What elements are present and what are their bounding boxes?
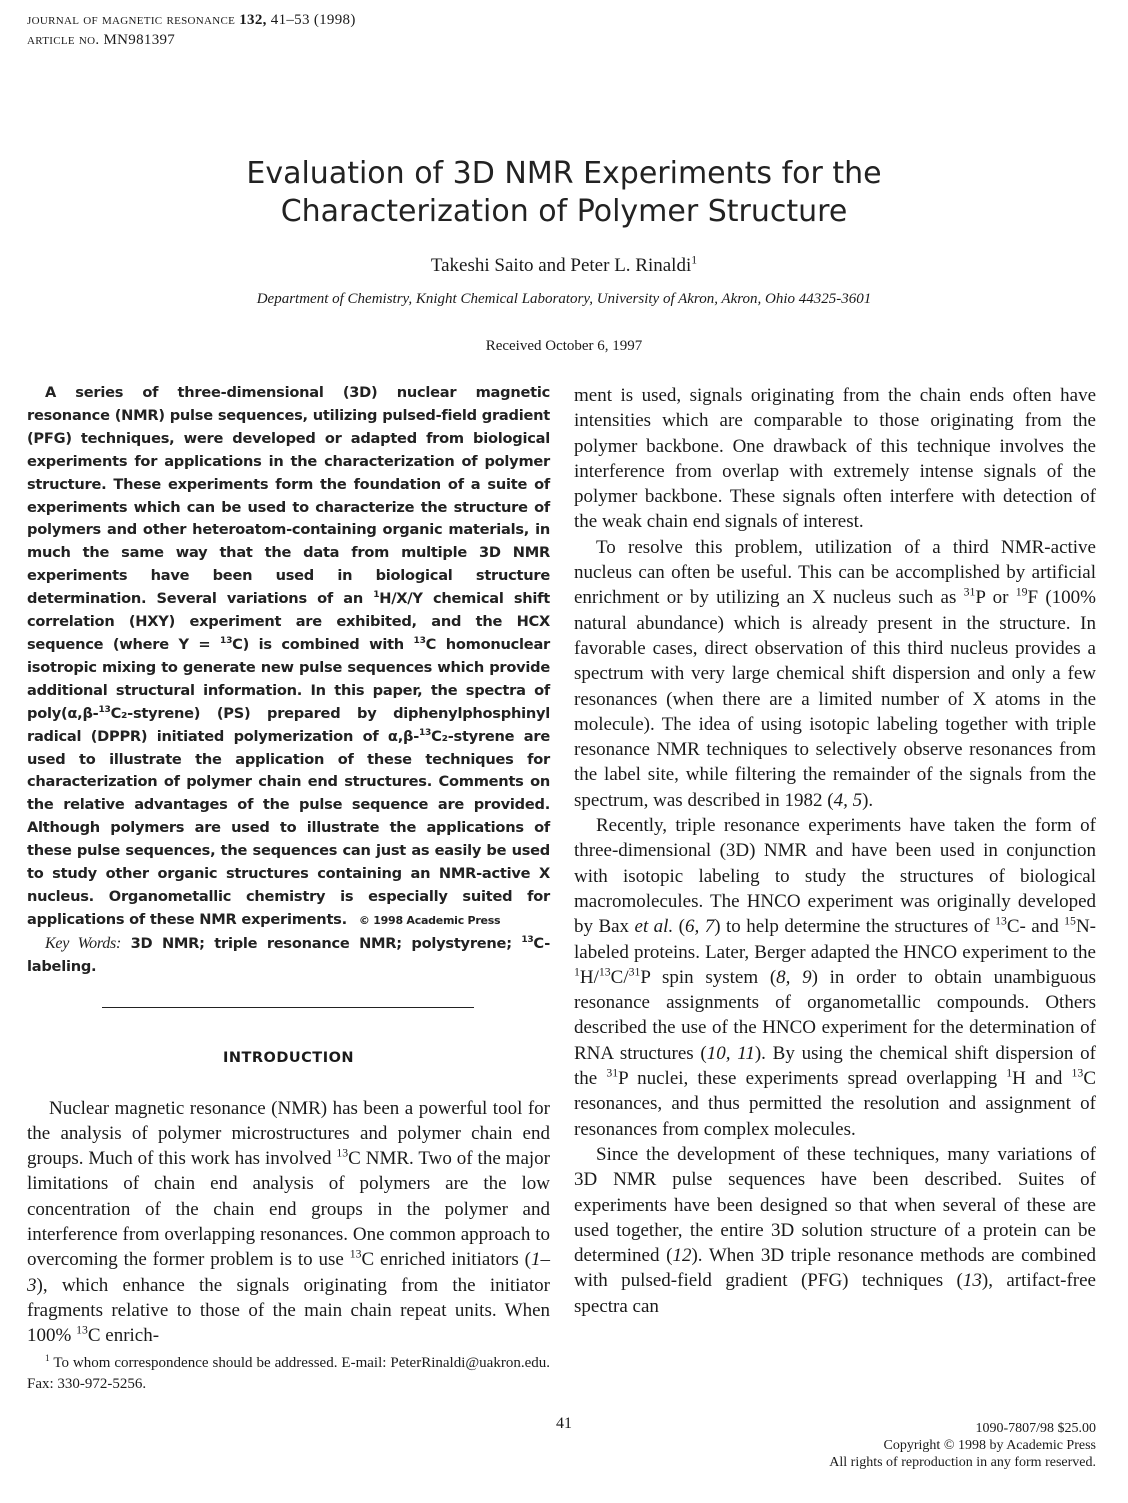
paragraph: To resolve this problem, utilization of a third NMR-active nucleus can often be useful. This can be accomplished by artificial enrichment or by utilizing an X nucleus such as $^{31}$P or $^{19}$F (100% natural abundance) which is already present in the structure. In favorable cases, direct observation of this third nucleus provides a spectrum with very large chemical shift dispersion and only a few resonances (when there are a limited number of X atoms in the molecule). The idea of using isotopic labeling together with triple resonance NMR techniques to selectively observe resonances from the label site, while filtering the remainder of the signals from the spectrum, was described in 1982 (4, 5). (574, 536, 1096, 811)
received-date: Received October 6, 1997 (485, 338, 643, 354)
journal-citation (27, 10, 356, 30)
left-column (27, 382, 550, 1349)
key-words-label: Key Words: (45, 934, 122, 952)
article-label: article no. (27, 32, 100, 48)
abstract-copyright: © 1998 Academic Press (358, 913, 501, 927)
paragraph: Recently, triple resonance experiments have taken the form of three-dimensional (3D) NMR and have been used in conjunction with isotopic labeling to study the structures of biological macromolecules. The HNCO experiment was originally developed by Bax et al. (6, 7) to help determine the structures of $^{13}$C- and $^{15}$N-labeled proteins. Later, Berger adapted the HNCO experiment to the $^1$H/$^{13}$C/$^{31}$P spin system (8, 9) in order to obtain unambiguous resonance assignments of organometallic compounds. Others described the use of the HNCO experiment for the determination of RNA structures (10, 11). By using the chemical shift dispersion of the $^{31}$P nuclei, these experiments spread overlapping $^1$H and $^{13}$C resonances, and thus permitted the resolution and assignment of resonances from complex molecules. (574, 815, 1097, 1140)
journal-volume: 132, (239, 12, 267, 28)
reference: 6, 7 (685, 916, 715, 938)
reference: 8, 9 (776, 966, 812, 988)
abstract (27, 382, 550, 979)
right-column (574, 383, 1096, 1319)
journal-pages: 41–53 (270, 12, 310, 28)
abstract-text: A series of three-dimensional (3D) nuclear magnetic resonance (NMR) pulse sequences, utilizing pulsed-field gradient (PFG) techniques, were developed or adapted from biological experiments for applications in the characterization of polymer structure. These experiments form the foundation of a suite of experiments which can be used to characterize the structure of polymers and other heteroatom-containing organic materials, in much the same way that the data from multiple 3D NMR experiments have been used in biological structure determination. Several variations of an $^1$H/X/Y chemical shift correlation (HXY) experiment are exhibited, and the HCX sequence (where Y = $^{13}$C) is combined with $^{13}$C homonuclear isotropic mixing to generate new pulse sequences which provide additional structural information. In this paper, the spectra of poly(α,β-$^{13}$C₂-styrene) (PS) prepared by diphenylphosphinyl radical (DPPR) initiated polymerization of α,β-$^{13}$C₂-styrene are used to illustrate the application of these techniques for characterization of polymer chain end structures. Comments on the relative advantages of the pulse sequence are provided. Although polymers are used to illustrate the applications of these pulse sequences, the sequences can just as easily be used to study other organic structures containing an NMR-active X nucleus. Organometallic chemistry is especially suited for applications of these NMR experiments. © 1998 Academic Press (27, 384, 551, 928)
author-names: Takeshi Saito and Peter L. Rinaldi (430, 255, 692, 276)
paragraph: Nuclear magnetic resonance (NMR) has been a powerful tool for the analysis of polymer microstructures and polymer chain end groups. Much of this work has involved $^{13}$C NMR. Two of the major limitations of chain end analysis of polymers are the low concentration of the chain end groups in the polymer and interference from overlapping resonances. One common approach to overcoming the former problem is to use $^{13}$C enriched initiators (1–3), which enhance the signals originating from the initiator fragments relative to those of the main chain repeat units. When 100% $^{13}$C enrich- (27, 1097, 550, 1347)
affiliation: Department of Chemistry, Knight Chemical Laboratory, University of Akron, Akron, Ohio 44325-3601 (256, 291, 872, 307)
page-number: 41 (556, 1415, 572, 1432)
author-footnote-mark: 1 (691, 253, 698, 267)
paragraph: ment is used, signals originating from the chain ends often have intensities which are comparable to those originating from the polymer backbone. One drawback of this technique involves the interference from overlap with extremely intense signals of the polymer backbone. These signals often interfere with detection of the weak chain end signals of interest. (574, 385, 1096, 533)
paragraph: Since the development of these techniques, many variations of 3D NMR pulse sequences have been described. Suites of experiments have been designed so that when several of these are used together, the entire 3D solution structure of a protein can be determined (12). When 3D triple resonance methods are combined with pulsed-field gradient (PFG) techniques (13), artifact-free spectra can (574, 1143, 1097, 1317)
copyright-line: Copyright © 1998 by Academic Press (883, 1438, 1096, 1453)
title-line-2: Characterization of Polymer Structure (280, 194, 848, 229)
key-words: Key Words: 3D NMR; triple resonance NMR; polystyrene; $^{13}$C-labeling. (27, 934, 551, 975)
article-id: MN981397 (103, 32, 176, 48)
rights-reserved: All rights of reproduction in any form reserved. (829, 1455, 1096, 1470)
body-text (574, 383, 1096, 1319)
paper-title (0, 155, 1128, 231)
reference: 4, 5 (833, 789, 863, 811)
introduction-text (27, 1096, 550, 1349)
footnote (27, 1353, 550, 1395)
reference: 13 (962, 1270, 982, 1292)
authors (0, 255, 1128, 277)
copyright-notice (829, 1420, 1096, 1471)
journal-header (27, 10, 356, 50)
article-number (27, 30, 356, 50)
title-line-1: Evaluation of 3D NMR Experiments for the (246, 156, 882, 191)
footnote-text: $^1$ To whom correspondence should be addressed. E-mail: PeterRinaldi@uakron.edu. Fax: 330-972-5256. (27, 1354, 550, 1392)
section-heading: INTRODUCTION (222, 1049, 355, 1066)
reference: 1–3 (27, 1249, 550, 1296)
reference: 10, 11 (706, 1042, 755, 1064)
footnote-mark: 1 (45, 1354, 50, 1364)
abstract-divider (102, 1007, 474, 1008)
reference: 12 (672, 1245, 692, 1267)
journal-year: (1998) (313, 12, 356, 28)
journal-name: journal of magnetic resonance (27, 12, 236, 28)
issn-price: 1090-7807/98 $25.00 (975, 1421, 1096, 1436)
